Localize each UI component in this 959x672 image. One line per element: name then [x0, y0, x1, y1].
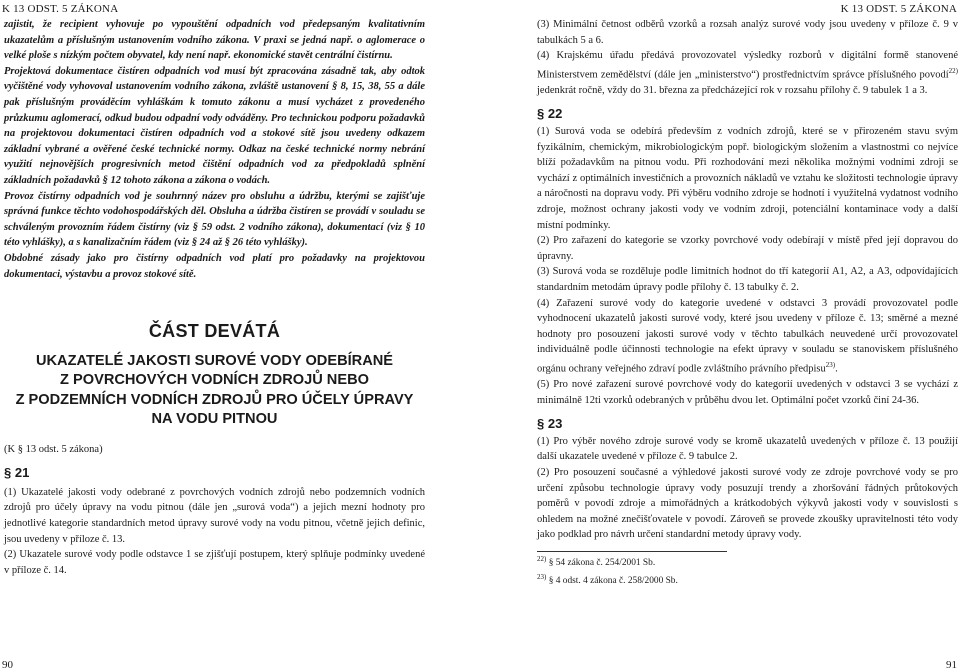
footnote-mark: 22) [537, 555, 547, 563]
section-22-paragraph-3: (3) Surová voda se rozděluje podle limitních hodnot do tří kategorií A1, A2, a A3, odpovídajících standardním metodám úpravy podle přílohy č. 13 tabulky č. 2. [537, 266, 958, 293]
footnote-mark: 23) [537, 573, 547, 582]
right-column [537, 17, 958, 588]
commentary-paragraph-2: Projektová dokumentace čistíren odpadních vod musí být zpracována zásadně tak, aby odtok vyčištěné vody vyhovoval ustanovením vodního zákona, zvláště ustanovení § 8, 15, 38, 55 a dále pak příslušným prováděcím vyhláškám k tomuto zákonu a musí vycházet z provedeného průzkumu aglomerací, odkud budou odpadní vody odváděny. Pro technickou podporu požadavků na projektovou dokumentaci čistíren odpadních vod a stokové sítě jsou uvedeny odkazem základní vybrané a ověřené české technické normy. Odkaz na české technické normy nebrání využití nejnovějších progresivních metod čištění odpadních vod za předpokladů splnění základních požadavků § 12 tohoto zákona a zákona o vodách. [4, 65, 425, 186]
section-23-paragraph-2: (2) Pro posouzení současné a výhledové jakosti surové vody ze zdroje povrchové vody se pro určení způsobu technologie úpravy vody posuzují trendy a zhoršování řádných průtokových poměrů v povodí zdroje a mimořádných a krátkodobých výkyvů jakosti vody v souvislosti s ohledem na možné znečišťovatele v povodí. Zároveň se provede zkoušky upravitelnosti této vody jako podklad pro návrh určení standardní metody úpravy vody. [537, 467, 958, 541]
section-heading-23: § 23 [537, 416, 563, 432]
section-21-paragraph-3: (3) Minimální četnost odběrů vzorků a rozsah analýz surové vody jsou uvedeny v příloze č. 9 v tabulkách 5 a 6. [537, 19, 958, 46]
commentary-block [4, 17, 425, 282]
left-page [0, 0, 474, 672]
commentary-paragraph-1: zajistit, že recipient vyhovuje po vypouštění odpadních vod předepsaným kvalitativním ukazatelům a příslušným ustanovením vodního zákona. V praxi se jedná např. o aglomerace o velké ploše s nízkým počtem obyvatel, kdy není např. ekonomické stavět centrální čistírnu. [4, 19, 425, 62]
section-21-paragraph-1: (1) Ukazatelé jakosti vody odebrané z povrchových vodních zdrojů nebo podzemních vodních zdrojů pro účely úpravy na vodu pitnou (dále jen „surová voda“) a jejich mezní hodnoty pro jednotlivé kategorie standardních metod úpravy surové vody na vodu pitnou, včetně jejich definic, jsou uvedeny v příloze č. 13. [4, 486, 425, 545]
section-23-paragraph-1: (1) Pro výběr nového zdroje surové vody se kromě ukazatelů uvedených v příloze č. 13 použijí další ukazatele uvedené v příloze č. 9 tabulce 2. [537, 435, 958, 463]
commentary-paragraph-4: Obdobné zásady jako pro čistírny odpadních vod platí pro požadavky na projektovou dokumentaci, výstavbu a provoz stokové sítě. [4, 252, 425, 280]
part-subtitle-line: NA VODU PITNOU [151, 411, 278, 428]
running-head-right: K 13 ODST. 5 ZÁKONA [840, 3, 957, 15]
law-reference: (K § 13 odst. 5 zákona) [4, 443, 103, 455]
part-subtitle-line: UKAZATELÉ JAKOSTI SUROVÉ VODY ODEBÍRANÉ [35, 352, 394, 369]
footnote-text: § 4 odst. 4 zákona č. 258/2000 Sb. [548, 576, 678, 587]
part-subtitle-line: Z POVRCHOVÝCH VODNÍCH ZDROJŮ NEBO [60, 372, 369, 389]
section-22-paragraph-5: (5) Pro nové zařazení surové povrchové vody do kategorií uvedených v odstavci 3 se vychází z minimálně 12ti vzorků odebraných v průběhu dvou let. Optimální počet vzorků činí 24-36. [537, 379, 958, 406]
section-22-paragraph-2: (2) Pro zařazení do kategorie se vzorky povrchové vody odebírají v místě před její dopravou do úpravny. [537, 235, 958, 262]
section-heading-22: § 22 [537, 106, 563, 122]
section-21-paragraph-2: (2) Ukazatele surové vody podle odstavce 1 se zjišťují postupem, který splňuje podmínky uvedené v příloze č. 14. [4, 549, 425, 576]
section-heading-21: § 21 [4, 465, 30, 481]
section-22-paragraph-4: (4) Zařazení surové vody do kategorie uvedené v odstavci 3 provádí provozovatel podle vyhodnocení ukazatelů jakosti surové vody, které jsou uvedeny v příloze č. 13; směrné a mezné hodnoty pro posouzení jakosti surové vody v těchto tabulkách neuvedené určí provozovatel individuálně podle účinnosti technologie na efekt úpravy v souladu se stanoviskem příslušného orgánu ochrany veřejného zdraví podle zvláštního právního předpisu$^{23)}$. [537, 297, 958, 375]
footnote-23 [537, 570, 958, 588]
left-column [4, 17, 425, 578]
paragraph-text: (4) Krajskému úřadu předává provozovatel výsledky rozborů v digitální formě stanovené Ministerstvem zemědělství (dále jen „ministerstvo“) prostřednictvím správce příslušného povodí [537, 50, 958, 81]
commentary-paragraph-3: Provoz čistírny odpadních vod je souhrnný název pro obsluhu a údržbu, kterými se zajišťuje správná funkce těchto vodohospodářských děl. Obsluha a údržba čistíren se provádí v souladu se schváleným provozním řádem čistírny (viz § 59 odst. 2 vodního zákona), dokumentací (viz § 10 této vyhlášky), a s kanalizačním řádem (viz § 24 až § 26 této vyhlášky). [4, 190, 425, 249]
page-number-left: 90 [2, 659, 13, 671]
page-number-right: 91 [946, 659, 957, 671]
part-title: ČÁST DEVÁTÁ [148, 321, 281, 342]
footnote-ref-23: 23) [825, 360, 836, 369]
footnote-22 [537, 552, 958, 570]
section-22-paragraph-1: (1) Surová voda se odebírá především z vodních zdrojů, které se v přirozeném stavu svým fyzikálním, chemickým, mikrobiologickým popř. biologickým složením a vlastnostmi co nejvíce blíží požadavkům na pitnou vodu. Při rozhodování mezi několika možnými vodními zdroji se vychází z optimálních investičních a provozních nákladů ve vztahu ke složitosti technologie úpravy a náročnosti na dopravu vody. Při výběru vodního zdroje se hodnotí i využitelná vydatnost vodního zdroje, možnost ochrany jakosti vody ve vodním zdroji, potenciální kontaminace vody a další místní podmínky. [537, 126, 958, 231]
footnote-ref-22: 22) [948, 66, 958, 75]
paragraph-text: (4) Zařazení surové vody do kategorie uvedené v odstavci 3 provádí provozovatel podle vyhodnocení ukazatelů jakosti surové vody, které jsou uvedeny v příloze č. 13; směrné a mezné hodnoty pro posouzení jakosti surové vody v těchto tabulkách neuvedené určí provozovatel individuálně podle účinnosti technologie na efekt úpravy v souladu se stanoviskem příslušného orgánu ochrany veřejného zdraví podle zvláštního právního předpisu [537, 297, 958, 375]
section-21-paragraph-4 [537, 48, 958, 98]
running-head-left: K 13 ODST. 5 ZÁKONA [2, 3, 119, 15]
part-subtitle-line: Z PODZEMNÍCH VODNÍCH ZDROJŮ PRO ÚČELY ÚPRAVY [15, 391, 414, 408]
paragraph-text: jedenkrát ročně, vždy do 31. března za předcházející rok v rozsahu přílohy č. 9 tabulek 1 a 3. [537, 84, 928, 96]
part-subtitle [4, 352, 425, 430]
right-page [485, 0, 959, 672]
footnote-text: § 54 zákona č. 254/2001 Sb. [548, 558, 656, 569]
